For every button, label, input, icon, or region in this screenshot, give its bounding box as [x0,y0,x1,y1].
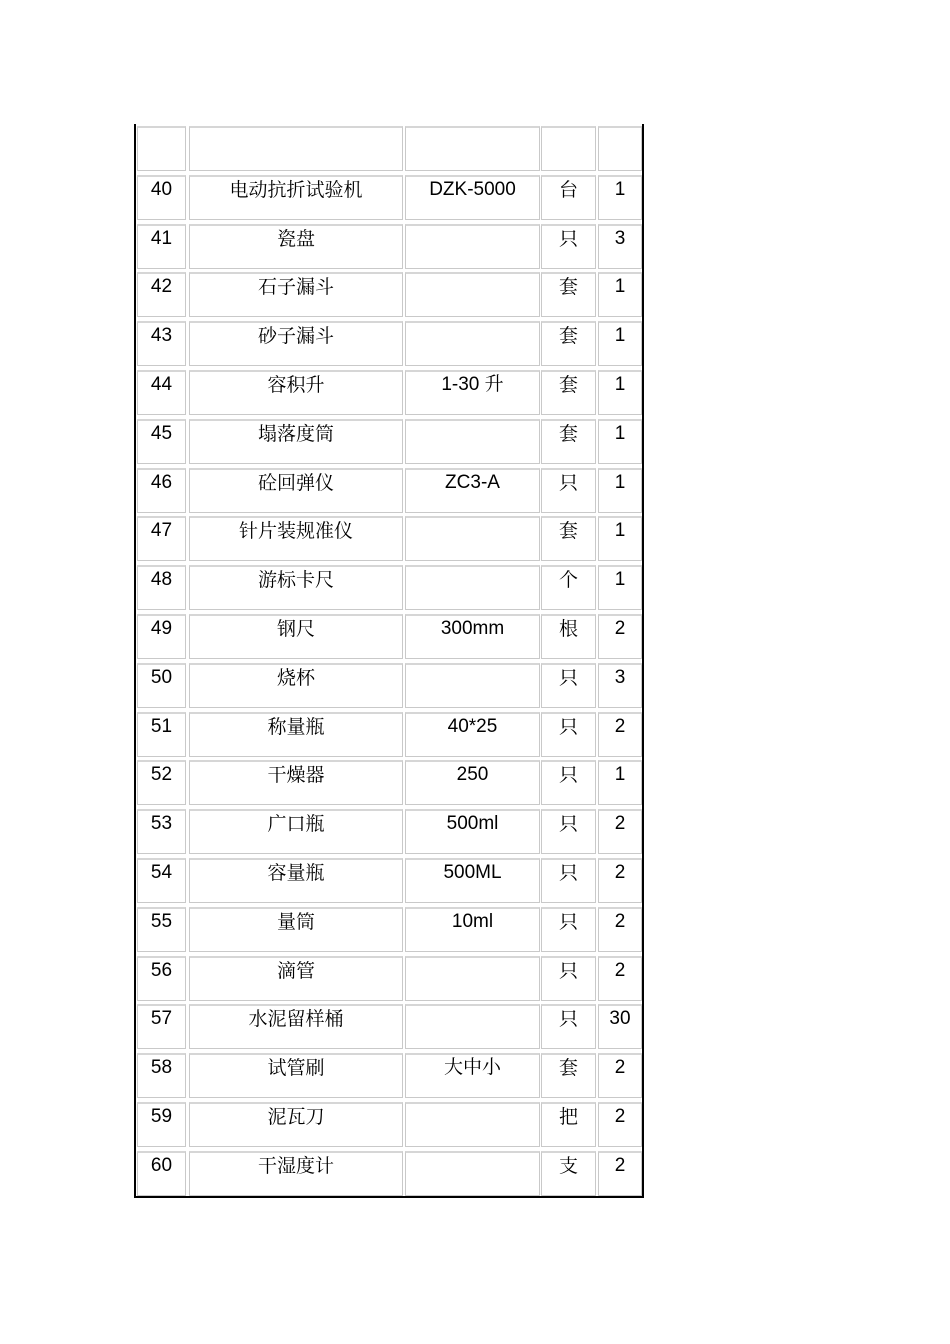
model-cell: 500ML [405,858,540,903]
model-cell [405,663,540,708]
unit-cell: 个 [541,565,596,610]
equipment-name-cell: 试管刷 [189,1053,403,1098]
quantity-cell: 2 [598,712,642,757]
row-number-cell: 48 [137,565,186,610]
equipment-name-cell: 烧杯 [189,663,403,708]
quantity-cell: 1 [598,565,642,610]
quantity-cell: 30 [598,1004,642,1049]
row-number-cell: 47 [137,516,186,561]
model-cell: DZK-5000 [405,175,540,220]
table-row [136,758,642,807]
row-number-cell: 53 [137,809,186,854]
unit-cell: 只 [541,760,596,805]
unit-cell: 只 [541,224,596,269]
row-number-cell: 59 [137,1102,186,1147]
unit-cell: 台 [541,175,596,220]
table-row [136,612,642,661]
unit-cell: 套 [541,419,596,464]
model-cell: 250 [405,760,540,805]
unit-cell: 套 [541,516,596,561]
equipment-name-cell: 钢尺 [189,614,403,659]
model-cell: 300mm [405,614,540,659]
table-row [136,1149,642,1198]
equipment-name-cell: 滴管 [189,956,403,1001]
model-cell [405,956,540,1001]
model-cell: ZC3-A [405,468,540,513]
table-row [136,856,642,905]
quantity-cell: 1 [598,760,642,805]
row-number-cell: 52 [137,760,186,805]
row-number-cell: 57 [137,1004,186,1049]
table-row [136,514,642,563]
model-cell: 40*25 [405,712,540,757]
table-row [136,954,642,1003]
unit-cell: 只 [541,468,596,513]
row-number-cell: 55 [137,907,186,952]
equipment-name-cell: 干燥器 [189,760,403,805]
unit-cell: 把 [541,1102,596,1147]
equipment-table [134,124,644,1198]
model-cell [405,565,540,610]
row-number-cell: 43 [137,321,186,366]
equipment-name-cell: 砼回弹仪 [189,468,403,513]
model-cell [405,224,540,269]
model-cell: 10ml [405,907,540,952]
unit-cell: 只 [541,663,596,708]
equipment-name-cell: 量筒 [189,907,403,952]
quantity-cell: 2 [598,1053,642,1098]
model-cell [405,1151,540,1196]
unit-cell: 套 [541,321,596,366]
quantity-cell: 3 [598,224,642,269]
row-number-cell: 60 [137,1151,186,1196]
unit-cell: 只 [541,907,596,952]
equipment-name-cell: 砂子漏斗 [189,321,403,366]
model-cell [405,272,540,317]
quantity-cell: 1 [598,370,642,415]
model-cell: 大中小 [405,1053,540,1098]
unit-cell: 只 [541,1004,596,1049]
table-row [136,563,642,612]
quantity-cell: 2 [598,1102,642,1147]
unit-cell: 只 [541,858,596,903]
equipment-name-cell [189,126,403,171]
model-cell [405,1004,540,1049]
table-row [136,417,642,466]
row-number-cell: 40 [137,175,186,220]
unit-cell: 套 [541,370,596,415]
row-number-cell: 41 [137,224,186,269]
row-number-cell: 56 [137,956,186,1001]
table-row [136,661,642,710]
row-number-cell: 44 [137,370,186,415]
model-cell: 500ml [405,809,540,854]
quantity-cell: 1 [598,175,642,220]
equipment-name-cell: 容积升 [189,370,403,415]
equipment-name-cell: 广口瓶 [189,809,403,854]
model-cell [405,321,540,366]
table-row [136,807,642,856]
quantity-cell: 1 [598,321,642,366]
equipment-name-cell: 容量瓶 [189,858,403,903]
equipment-name-cell: 电动抗折试验机 [189,175,403,220]
table-row [136,905,642,954]
row-number-cell: 54 [137,858,186,903]
model-cell [405,419,540,464]
unit-cell: 只 [541,712,596,757]
unit-cell: 只 [541,956,596,1001]
quantity-cell: 2 [598,809,642,854]
row-number-cell: 49 [137,614,186,659]
table-row [136,368,642,417]
unit-cell: 根 [541,614,596,659]
unit-cell [541,126,596,171]
table-row [136,319,642,368]
equipment-name-cell: 石子漏斗 [189,272,403,317]
table-row [136,124,642,173]
quantity-cell [598,126,642,171]
equipment-name-cell: 塌落度筒 [189,419,403,464]
model-cell [405,516,540,561]
unit-cell: 只 [541,809,596,854]
quantity-cell: 2 [598,956,642,1001]
equipment-name-cell: 泥瓦刀 [189,1102,403,1147]
quantity-cell: 2 [598,1151,642,1196]
unit-cell: 套 [541,1053,596,1098]
equipment-name-cell: 水泥留样桶 [189,1004,403,1049]
table-row [136,1002,642,1051]
row-number-cell: 46 [137,468,186,513]
table-row [136,173,642,222]
equipment-name-cell: 瓷盘 [189,224,403,269]
model-cell [405,126,540,171]
unit-cell: 套 [541,272,596,317]
row-number-cell [137,126,186,171]
quantity-cell: 2 [598,858,642,903]
equipment-name-cell: 称量瓶 [189,712,403,757]
table-row [136,1100,642,1149]
row-number-cell: 45 [137,419,186,464]
quantity-cell: 2 [598,907,642,952]
table-row [136,1051,642,1100]
row-number-cell: 50 [137,663,186,708]
model-cell [405,1102,540,1147]
quantity-cell: 2 [598,614,642,659]
row-number-cell: 51 [137,712,186,757]
row-number-cell: 42 [137,272,186,317]
quantity-cell: 1 [598,516,642,561]
quantity-cell: 1 [598,468,642,513]
row-number-cell: 58 [137,1053,186,1098]
table-row [136,466,642,515]
quantity-cell: 1 [598,272,642,317]
quantity-cell: 3 [598,663,642,708]
table-row [136,222,642,271]
equipment-name-cell: 游标卡尺 [189,565,403,610]
table-row [136,710,642,759]
unit-cell: 支 [541,1151,596,1196]
equipment-name-cell: 干湿度计 [189,1151,403,1196]
model-cell: 1-30 升 [405,370,540,415]
quantity-cell: 1 [598,419,642,464]
table-row [136,270,642,319]
equipment-name-cell: 针片装规准仪 [189,516,403,561]
